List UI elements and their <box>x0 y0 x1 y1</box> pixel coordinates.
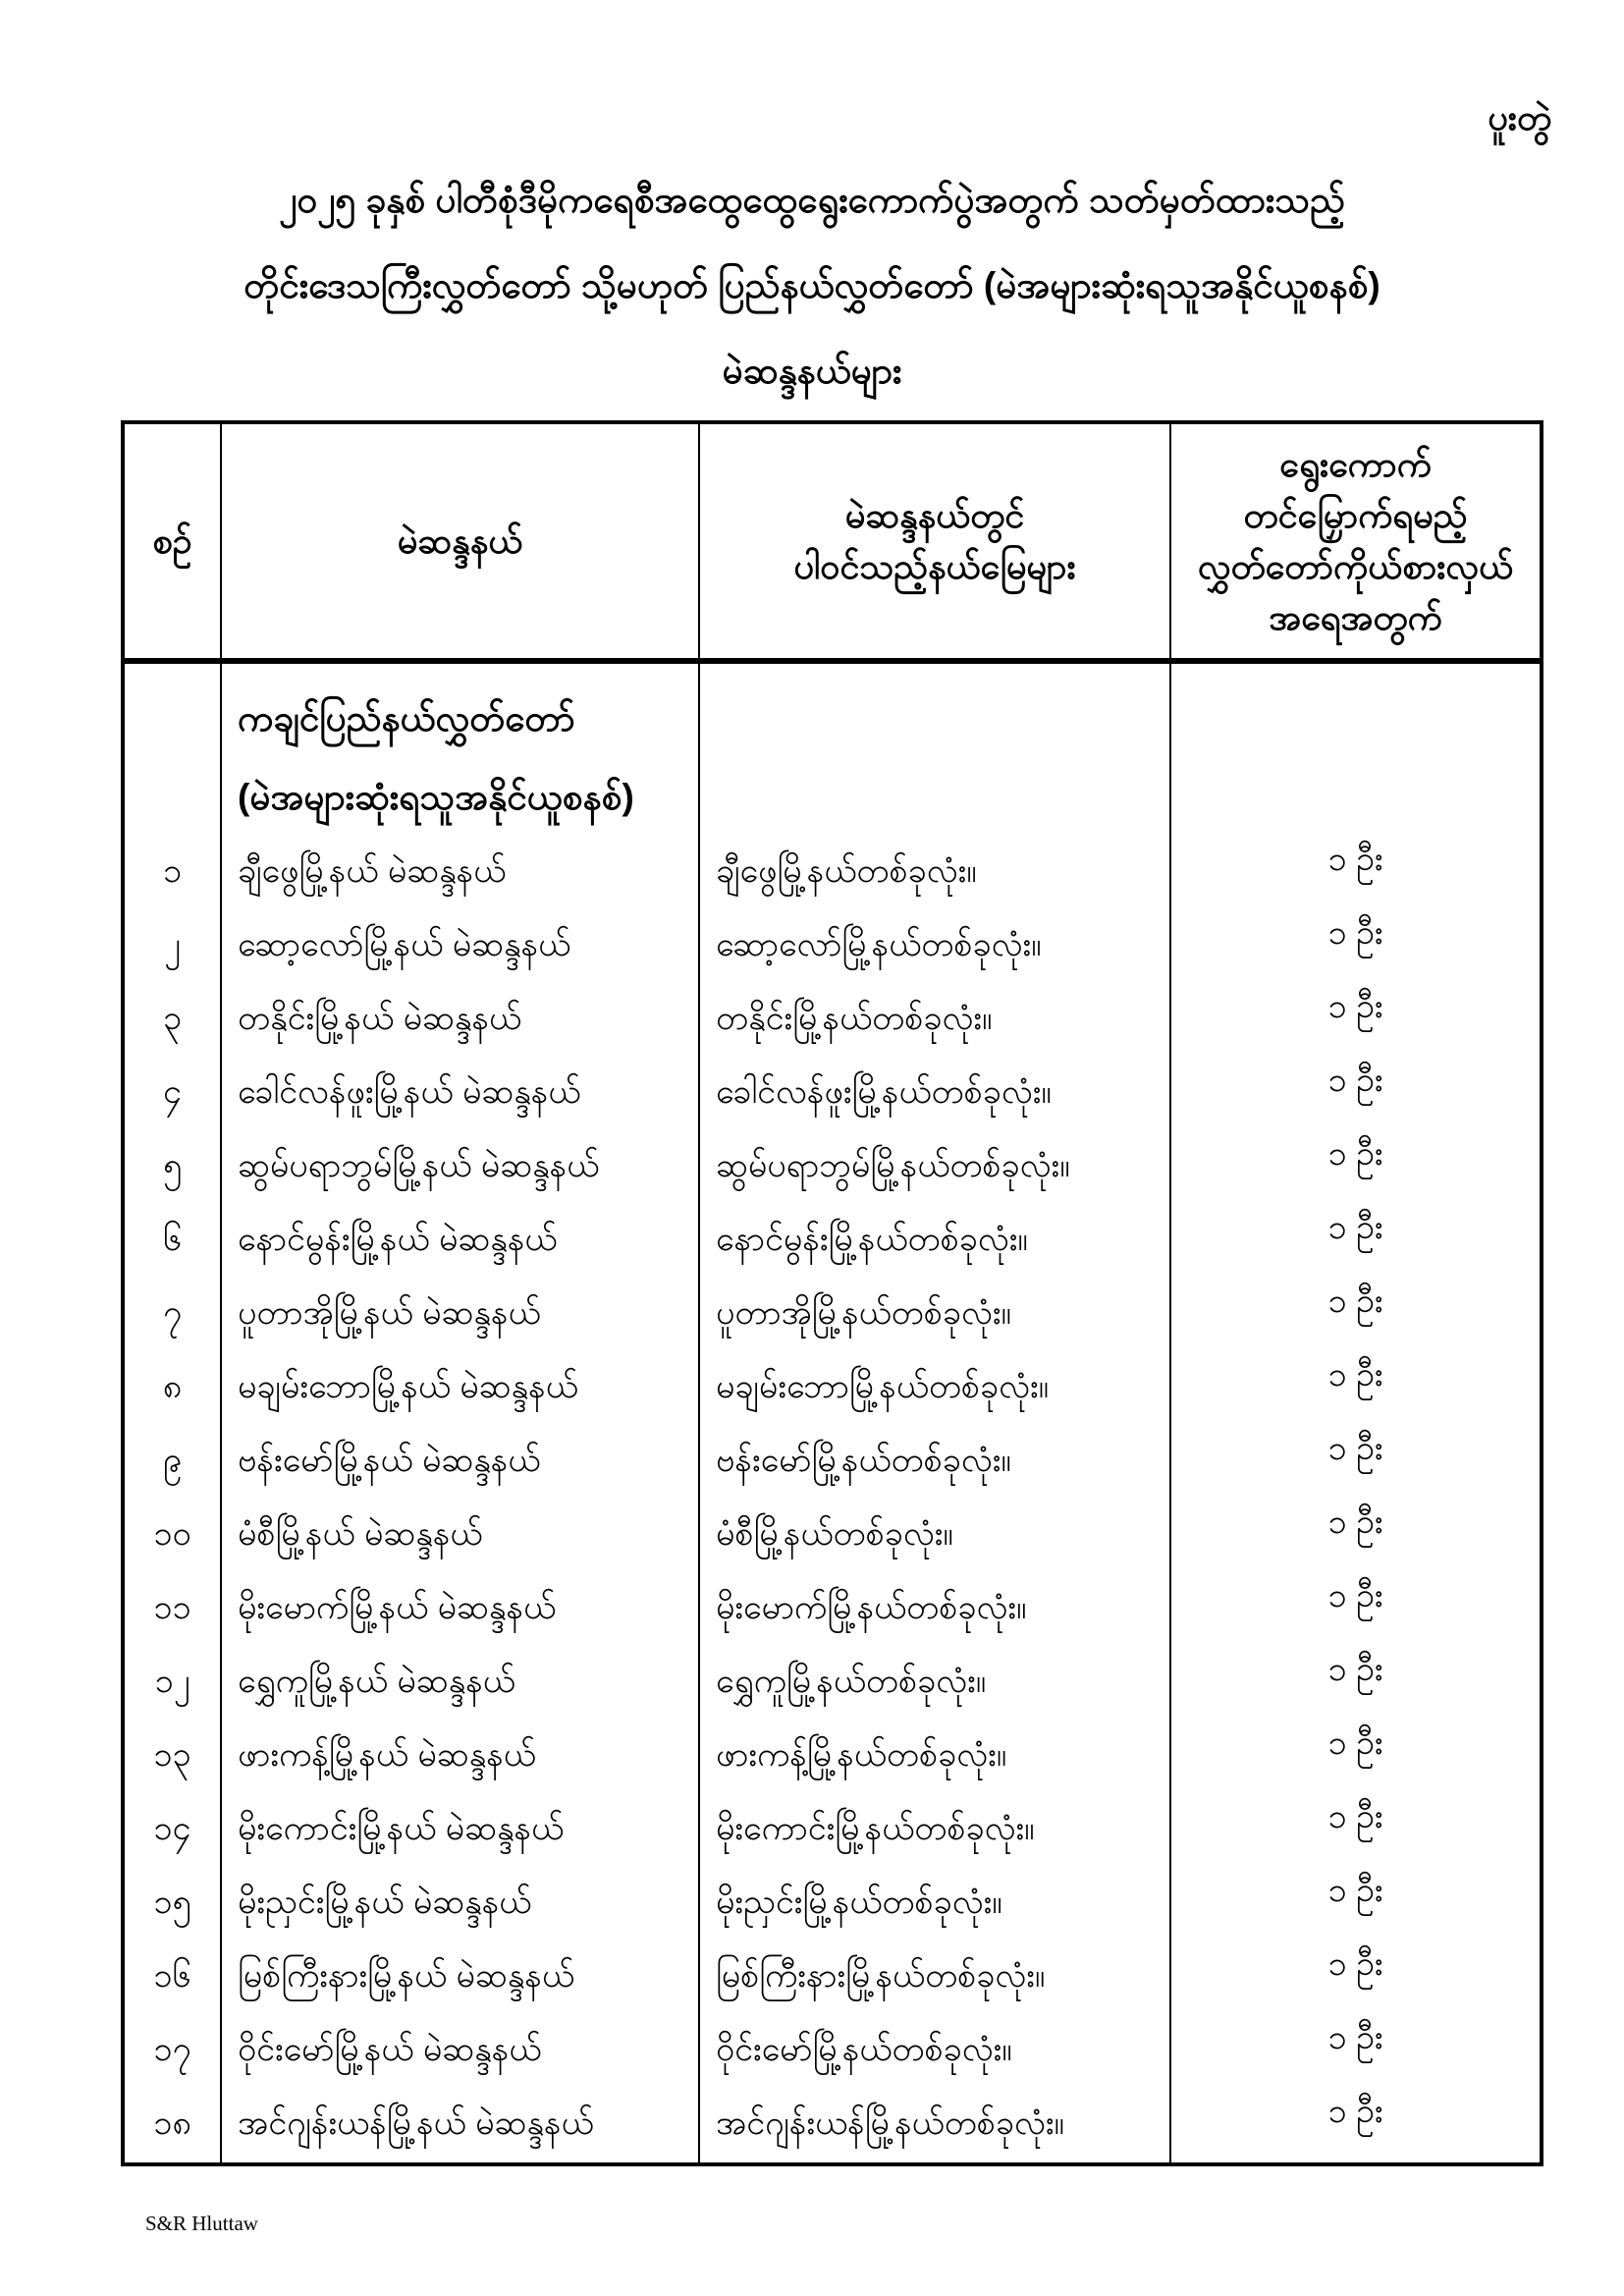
included-areas <box>699 910 1170 984</box>
constituency-name-text: ပူတာအိုမြို့နယ် မဲဆန္ဒနယ် <box>238 1294 541 1332</box>
header-areas-line-1: မဲဆန္ဒနယ်တွင် <box>844 495 1025 535</box>
representative-count <box>1170 1721 1542 1794</box>
representative-count <box>1170 2089 1542 2164</box>
section-header-row <box>123 661 1542 837</box>
row-number-text: ၁၂ <box>154 1663 190 1700</box>
included-areas <box>699 1500 1170 1573</box>
representative-count-text: ၁ ဦး <box>1327 1945 1383 1983</box>
table-body <box>123 661 1542 2164</box>
section-no-cell <box>123 661 221 837</box>
table-row <box>123 1941 1542 2015</box>
representative-count <box>1170 1131 1542 1205</box>
included-areas <box>699 1721 1170 1794</box>
constituency-name <box>221 2015 699 2089</box>
row-number <box>123 1794 221 1868</box>
constituency-name <box>221 1794 699 1868</box>
section-representatives-cell <box>1170 661 1542 837</box>
representative-count-text: ၁ ဦး <box>1327 2093 1383 2130</box>
row-number <box>123 1131 221 1205</box>
row-number-text: ၁ <box>162 852 183 890</box>
row-number <box>123 1500 221 1573</box>
included-areas <box>699 984 1170 1058</box>
included-areas-text: မံစီမြို့နယ်တစ်ခုလုံး။ <box>716 1515 953 1553</box>
included-areas <box>699 1426 1170 1500</box>
constituency-name <box>221 837 699 910</box>
constituency-name <box>221 910 699 984</box>
attachment-label: ပူးတွဲ <box>1488 97 1551 137</box>
representative-count-text: ၁ ဦး <box>1327 1503 1383 1541</box>
included-areas-text: ဖားကန့်မြို့နယ်တစ်ခုလုံး။ <box>716 1736 1007 1774</box>
row-number-text: ၉ <box>162 1442 183 1479</box>
constituency-table <box>121 420 1543 2166</box>
constituency-name-text: မံစီမြို့နယ် မဲဆန္ဒနယ် <box>238 1515 483 1553</box>
row-number <box>123 1721 221 1794</box>
representative-count <box>1170 1352 1542 1426</box>
representative-count-text: ၁ ဦး <box>1327 1798 1383 1835</box>
section-areas-cell <box>699 661 1170 837</box>
table-row <box>123 1794 1542 1868</box>
representative-count-text: ၁ ဦး <box>1327 1062 1383 1099</box>
table-header <box>123 422 1542 661</box>
row-number <box>123 2015 221 2089</box>
included-areas-text: မချမ်းဘောမြို့နယ်တစ်ခုလုံး။ <box>716 1368 1049 1405</box>
representative-count <box>1170 1279 1542 1352</box>
representative-count-text: ၁ ဦး <box>1327 1724 1383 1762</box>
row-number <box>123 1573 221 1647</box>
table-row <box>123 1573 1542 1647</box>
row-number <box>123 910 221 984</box>
document-title <box>0 157 1624 413</box>
constituency-name-text: မိုးညှင်းမြို့နယ် မဲဆန္ဒနယ် <box>238 1884 532 1921</box>
header-areas <box>699 422 1170 661</box>
table-row <box>123 1352 1542 1426</box>
representative-count-text: ၁ ဦး <box>1327 1577 1383 1614</box>
included-areas-text: ပူတာအိုမြို့နယ်တစ်ခုလုံး။ <box>716 1294 1011 1332</box>
constituency-name-text: ဆော့လော်မြို့နယ် မဲဆန္ဒနယ် <box>238 926 571 963</box>
representative-count <box>1170 1647 1542 1721</box>
constituency-name <box>221 1058 699 1131</box>
constituency-name-text: ချီဖွေမြို့နယ် မဲဆန္ဒနယ် <box>238 852 507 890</box>
row-number-text: ၁၀ <box>153 1515 191 1553</box>
header-representatives-line-2: တင်မြှောက်ရမည့် <box>1243 495 1468 535</box>
section-title-cell <box>221 661 699 837</box>
table-row <box>123 1205 1542 1279</box>
section-title-line-2: (မဲအများဆုံးရသူအနိုင်ယူစနစ်) <box>238 777 634 817</box>
row-number <box>123 1205 221 1279</box>
representative-count-text: ၁ ဦး <box>1327 1356 1383 1394</box>
constituency-name <box>221 984 699 1058</box>
representative-count <box>1170 2015 1542 2089</box>
constituency-name-text: နောင်မွန်းမြို့နယ် မဲဆန္ဒနယ် <box>238 1221 558 1258</box>
row-number-text: ၁၄ <box>153 1810 191 1847</box>
constituency-name <box>221 1205 699 1279</box>
table-row <box>123 1721 1542 1794</box>
constituency-name <box>221 1647 699 1721</box>
representative-count-text: ၁ ဦး <box>1327 1135 1383 1173</box>
included-areas <box>699 1794 1170 1868</box>
included-areas-text: အင်ဂျန်းယန်မြို့နယ်တစ်ခုလုံး။ <box>716 2105 1064 2142</box>
constituency-name <box>221 2089 699 2164</box>
included-areas <box>699 1279 1170 1352</box>
included-areas-text: မိုးမောက်မြို့နယ်တစ်ခုလုံး။ <box>716 1589 1027 1626</box>
constituency-name-text: ဆွမ်ပရာဘွမ်မြို့နယ် မဲဆန္ဒနယ် <box>238 1147 600 1184</box>
row-number <box>123 837 221 910</box>
row-number-text: ၁၈ <box>153 2105 191 2142</box>
row-number <box>123 1058 221 1131</box>
constituency-name-text: ဗန်းမော်မြို့နယ် မဲဆန္ဒနယ် <box>238 1442 541 1479</box>
row-number-text: ၁၇ <box>153 2031 191 2068</box>
table-row <box>123 2089 1542 2164</box>
included-areas-text: ဗန်းမော်မြို့နယ်တစ်ခုလုံး။ <box>716 1442 1011 1479</box>
included-areas-text: တနိုင်းမြို့နယ်တစ်ခုလုံး။ <box>716 1000 993 1037</box>
representative-count <box>1170 1058 1542 1131</box>
header-representatives-line-1: ရွေးကောက် <box>1279 444 1432 484</box>
representative-count-text: ၁ ဦး <box>1327 914 1383 952</box>
section-title <box>222 664 698 837</box>
constituency-name-text: မချမ်းဘောမြို့နယ် မဲဆန္ဒနယ် <box>238 1368 578 1405</box>
representative-count <box>1170 1573 1542 1647</box>
constituency-name <box>221 1573 699 1647</box>
row-number <box>123 1426 221 1500</box>
included-areas-text: ဝိုင်းမော်မြို့နယ်တစ်ခုလုံး။ <box>716 2031 1012 2068</box>
table-row <box>123 2015 1542 2089</box>
table-row <box>123 837 1542 910</box>
header-row <box>123 422 1542 661</box>
representative-count-text: ၁ ဦး <box>1327 988 1383 1025</box>
table-row <box>123 1058 1542 1131</box>
row-number <box>123 984 221 1058</box>
included-areas-text: ချီဖွေမြို့နယ်တစ်ခုလုံး။ <box>716 852 977 890</box>
representative-count-text: ၁ ဦး <box>1327 1209 1383 1246</box>
representative-count-text: ၁ ဦး <box>1327 1283 1383 1320</box>
row-number-text: ၆ <box>162 1221 183 1258</box>
constituency-name-text: မြစ်ကြီးနားမြို့နယ် မဲဆန္ဒနယ် <box>238 1957 574 1995</box>
included-areas <box>699 2089 1170 2164</box>
table-row <box>123 910 1542 984</box>
constituency-name <box>221 1721 699 1794</box>
constituency-name-text: ရွှေကူမြို့နယ် မဲဆန္ဒနယ် <box>238 1663 515 1700</box>
title-line-3: မဲဆန္ဒနယ်များ <box>722 351 902 391</box>
row-number <box>123 1647 221 1721</box>
included-areas-text: ဆွမ်ပရာဘွမ်မြို့နယ်တစ်ခုလုံး။ <box>716 1147 1070 1184</box>
representative-count-text: ၁ ဦး <box>1327 1651 1383 1688</box>
included-areas-text: ခေါင်လန်ဖူးမြို့နယ်တစ်ခုလုံး။ <box>716 1073 1052 1111</box>
constituency-name-text: မိုးကောင်းမြို့နယ် မဲဆန္ဒနယ် <box>238 1810 565 1847</box>
representative-count <box>1170 1794 1542 1868</box>
included-areas-text: မိုးညှင်းမြို့နယ်တစ်ခုလုံး။ <box>716 1884 1002 1921</box>
footer-note: S&R Hluttaw <box>145 2212 258 2235</box>
included-areas <box>699 837 1170 910</box>
constituency-name-text: ဝိုင်းမော်မြို့နယ် မဲဆန္ဒနယ် <box>238 2031 542 2068</box>
representative-count-text: ၁ ဦး <box>1327 1872 1383 1909</box>
included-areas <box>699 1131 1170 1205</box>
table-row <box>123 1131 1542 1205</box>
table-row <box>123 1426 1542 1500</box>
constituency-name-text: အင်ဂျန်းယန်မြို့နယ် မဲဆန္ဒနယ် <box>238 2105 594 2142</box>
representative-count <box>1170 984 1542 1058</box>
constituency-name <box>221 1500 699 1573</box>
row-number-text: ၁၃ <box>153 1736 191 1774</box>
included-areas <box>699 1647 1170 1721</box>
constituency-name <box>221 1279 699 1352</box>
constituency-name <box>221 1131 699 1205</box>
representative-count <box>1170 1500 1542 1573</box>
header-representatives-line-4: အရေအတွက် <box>1269 597 1442 637</box>
header-no <box>123 422 221 661</box>
representative-count <box>1170 837 1542 910</box>
constituency-name-text: ဖားကန့်မြို့နယ် မဲဆန္ဒနယ် <box>238 1736 536 1774</box>
title-line-2: တိုင်းဒေသကြီးလွှတ်တော် သို့မဟုတ် ပြည်နယ်လွှတ်တော် (မဲအများဆုံးရသူအနိုင်ယူစနစ်) <box>244 265 1380 305</box>
representative-count <box>1170 1205 1542 1279</box>
row-number <box>123 1941 221 2015</box>
row-number-text: ၂ <box>164 926 181 963</box>
representative-count-text: ၁ ဦး <box>1327 2019 1383 2056</box>
table-row <box>123 1500 1542 1573</box>
row-number <box>123 1868 221 1941</box>
included-areas-text: ဆော့လော်မြို့နယ်တစ်ခုလုံး။ <box>716 926 1042 963</box>
included-areas-text: မြစ်ကြီးနားမြို့နယ်တစ်ခုလုံး။ <box>716 1957 1046 1995</box>
constituency-name <box>221 1868 699 1941</box>
included-areas-text: မိုးကောင်းမြို့နယ်တစ်ခုလုံး။ <box>716 1810 1035 1847</box>
header-no-label: စဉ် <box>152 520 192 561</box>
constituency-name-text: တနိုင်းမြို့နယ် မဲဆန္ဒနယ် <box>238 1000 522 1037</box>
row-number-text: ၁၅ <box>153 1884 191 1921</box>
constituency-name-text: မိုးမောက်မြို့နယ် မဲဆန္ဒနယ် <box>238 1589 557 1626</box>
included-areas <box>699 1573 1170 1647</box>
section-title-line-1: ကချင်ပြည်နယ်လွှတ်တော် <box>238 698 575 738</box>
included-areas <box>699 1868 1170 1941</box>
row-number-text: ၄ <box>162 1073 183 1111</box>
row-number-text: ၃ <box>162 1000 183 1037</box>
representative-count <box>1170 1941 1542 2015</box>
constituency-name-text: ခေါင်လန်ဖူးမြို့နယ် မဲဆန္ဒနယ် <box>238 1073 581 1111</box>
included-areas <box>699 2015 1170 2089</box>
row-number-text: ၁၁ <box>153 1589 191 1626</box>
row-number-text: ၈ <box>162 1368 183 1405</box>
row-number <box>123 2089 221 2164</box>
header-constituency-label: မဲဆန္ဒနယ် <box>397 520 523 561</box>
representative-count <box>1170 1426 1542 1500</box>
header-areas-line-2: ပါဝင်သည့်နယ်မြေများ <box>793 546 1076 586</box>
header-constituency <box>221 422 699 661</box>
representative-count-text: ၁ ဦး <box>1327 841 1383 878</box>
table-row <box>123 1868 1542 1941</box>
header-representatives-line-3: လွှတ်တော်ကိုယ်စားလှယ် <box>1197 546 1514 586</box>
representative-count <box>1170 910 1542 984</box>
representative-count <box>1170 1868 1542 1941</box>
row-number-text: ၅ <box>162 1147 183 1184</box>
representative-count-text: ၁ ဦး <box>1327 1430 1383 1467</box>
table-row <box>123 1647 1542 1721</box>
constituency-name <box>221 1941 699 2015</box>
included-areas <box>699 1205 1170 1279</box>
row-number <box>123 1352 221 1426</box>
title-line-1: ၂၀၂၅ ခုနှစ် ပါတီစုံဒီမိုကရေစီအထွေထွေရွေးကောက်ပွဲအတွက် သတ်မှတ်ထားသည့် <box>279 180 1345 220</box>
included-areas <box>699 1941 1170 2015</box>
table-row <box>123 984 1542 1058</box>
header-representatives <box>1170 422 1542 661</box>
constituency-name <box>221 1426 699 1500</box>
row-number-text: ၇ <box>162 1294 183 1332</box>
constituency-name <box>221 1352 699 1426</box>
row-number <box>123 1279 221 1352</box>
included-areas-text: နောင်မွန်းမြို့နယ်တစ်ခုလုံး။ <box>716 1221 1028 1258</box>
row-number-text: ၁၆ <box>153 1957 191 1995</box>
included-areas <box>699 1058 1170 1131</box>
included-areas <box>699 1352 1170 1426</box>
table-row <box>123 1279 1542 1352</box>
included-areas-text: ရွှေကူမြို့နယ်တစ်ခုလုံး။ <box>716 1663 987 1700</box>
